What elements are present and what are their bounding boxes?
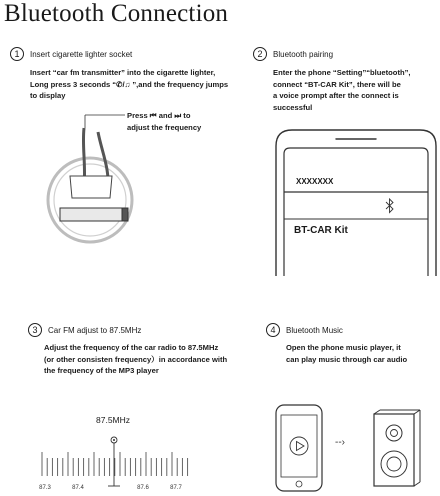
step-1-number: 1 xyxy=(10,47,24,61)
step-2-line: a voice prompt after the connect is xyxy=(273,91,399,100)
page-title: Bluetooth Connection xyxy=(4,0,229,27)
step-4-line: Open the phone music player, it xyxy=(286,343,401,352)
dial-tick-label: 87.3 xyxy=(39,485,51,491)
step-3-line: the frequency of the MP3 player xyxy=(44,366,159,375)
step-1-line: Long press 3 seconds “✆/♫ ”,and the frequency jumps xyxy=(30,79,229,89)
phone-settings-illustration xyxy=(270,126,440,276)
step-2-number: 2 xyxy=(253,47,267,61)
step-2-text xyxy=(273,67,440,113)
step-1-line: to display xyxy=(30,91,66,100)
step-1-callout-line: adjust the frequency xyxy=(127,122,202,132)
step-2-line: connect “BT-CAR Kit”, there will be xyxy=(273,79,401,89)
step-2-heading xyxy=(253,47,333,61)
bluetooth-icon xyxy=(386,199,393,213)
step-1-title: Insert cigarette lighter socket xyxy=(30,49,133,59)
dial-tick-label: 87.4 xyxy=(72,485,84,491)
arrow-icon: --› xyxy=(335,437,345,448)
dial-tick-label: 87.7 xyxy=(170,485,182,491)
step-4-heading xyxy=(266,323,343,337)
dial-tick-label: 87.6 xyxy=(137,485,149,491)
lighter-socket-illustration xyxy=(40,108,150,248)
device-name-label: BT-CAR Kit xyxy=(294,225,348,236)
step-3-heading xyxy=(28,323,141,337)
step-1-heading xyxy=(10,47,132,61)
phone-field-text: XXXXXXX xyxy=(296,177,334,186)
music-playback-illustration xyxy=(272,402,436,494)
step-2-line: Enter the phone “Setting”“bluetooth”, xyxy=(273,68,411,77)
frequency-dial xyxy=(36,432,196,494)
step-3-line: (or other consisten frequency）in accordance with xyxy=(44,354,228,364)
step-3-line: Adjust the frequency of the car radio to 87.5MHz xyxy=(44,343,219,352)
step-1-callout-line: Press ⏮ and ⏭ to xyxy=(127,111,191,120)
step-4-number: 4 xyxy=(266,323,280,337)
frequency-label: 87.5MHz xyxy=(96,415,131,425)
step-4-text xyxy=(286,342,440,365)
speaker-icon xyxy=(374,410,420,486)
step-1-line: Insert “car fm transmitter” into the cigarette lighter, xyxy=(30,68,216,77)
step-1-text xyxy=(30,67,245,102)
step-3-text xyxy=(44,342,264,377)
step-4-line: can play music through car audio xyxy=(286,354,408,364)
step-4-title: Bluetooth Music xyxy=(286,325,343,335)
step-2-line: successful xyxy=(273,102,313,112)
step-3-title: Car FM adjust to 87.5MHz xyxy=(48,325,142,335)
step-2-title: Bluetooth pairing xyxy=(273,49,334,59)
step-3-number: 3 xyxy=(28,323,42,337)
